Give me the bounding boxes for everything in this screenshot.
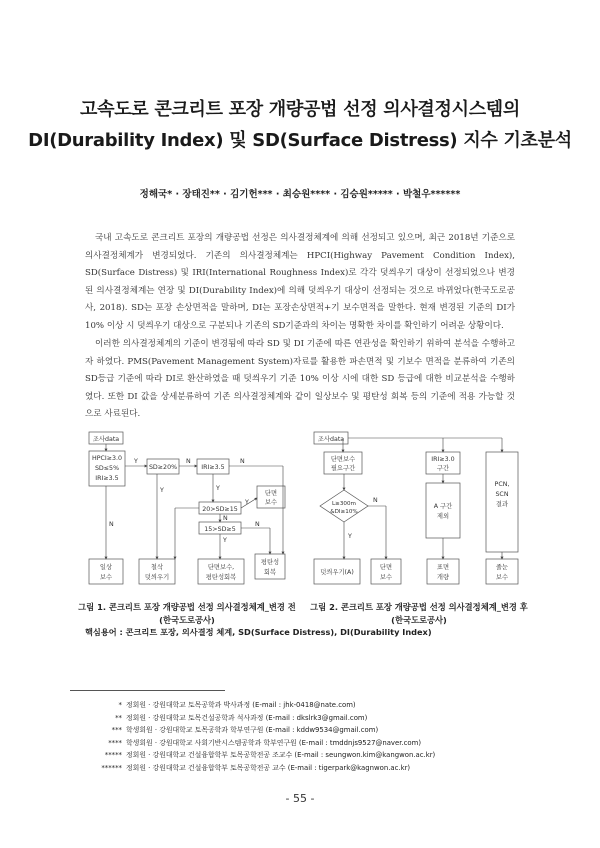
fig2-out4-text-1: 줄눈 — [495, 564, 509, 571]
author-list: 정해국* · 장태진** · 김기헌*** · 최승원**** · 김승원***** · 박철우****** — [139, 189, 461, 200]
fig2-out3-text-1: 표면 — [436, 564, 450, 571]
fig2-exclude-box — [426, 483, 460, 538]
fig2-out3-text-2: 개량 — [436, 574, 450, 581]
fig1-label-n: N — [240, 458, 245, 465]
footnote — [70, 712, 530, 725]
fig2-segment-text-2: 필요구간 — [330, 465, 356, 472]
fig2-iri-text-2: 구간 — [436, 465, 450, 472]
footnote-list — [70, 699, 530, 775]
figure-2-flowchart — [310, 428, 522, 593]
footnote-text: 정회원 · 강원대학교 토목공학과 박사과정 (E-mail : jhk-0418@nate.com) — [126, 701, 356, 709]
fig1-out4-text-1: 평탄성 — [260, 559, 280, 566]
fig1-label-n: N — [186, 458, 191, 465]
footnote-mark: ** — [115, 713, 122, 722]
fig1-sd155-text: 15>SD≥5 — [204, 526, 236, 533]
fig1-out2-text-2: 덧씌우기 — [144, 574, 170, 581]
footnote — [70, 737, 530, 750]
fig1-sd2015-text: 20>SD≥15 — [202, 506, 238, 513]
paragraph-1: 국내 고속도로 콘크리트 포장의 개량공법 선정은 의사결정체계에 의해 선정되고 있으며, 최근 2018년 기준으로 의사결정체계가 변경되었다. 기존의 의사결정체계는 HPCI(Highway Pavement Condition Index), SD(Surface Distress) 및 IRI(International Roughness Index)로 각각 덧씌우기 대상이 선정되었으나 변경된 의사결정체계는 연장 및 DI(Durability Index)에 의해 덧씌우기 대상이 선정되는 것으로 바뀌었다(한국도로공사, 2018). SD는 포장 손상면적을 말하며, DI는 포장손상면적+기 보수면적을 말한다. 현재 변경된 기준의 DI가 10% 이상 시 덧씌우기 대상으로 구분되나 기존의 SD기준과의 차이는 명확한 차이를 확인하기 어려운 상황이다. — [85, 233, 515, 331]
fig1-label-y: Y — [245, 499, 249, 506]
paper-title-line1: 고속도로 콘크리트 포장 개량공법 선정 의사결정시스템의 — [80, 99, 520, 120]
figure-2-caption-line2: (한국도로공사) — [391, 615, 447, 625]
fig1-out1-text-1: 일상 — [99, 564, 113, 571]
footnote-text: 정회원 · 강원대학교 건설융합학부 토목공학전공 조교수 (E-mail : seungwon.kim@kangwon.ac.kr) — [126, 751, 436, 760]
figure-1-caption — [64, 601, 310, 627]
footnote-divider — [70, 690, 225, 691]
fig2-segment-text-1: 단면보수 — [330, 456, 356, 463]
fig1-label-y: Y — [216, 485, 220, 492]
fig2-pcn-text-1: PCN, — [494, 481, 510, 488]
footnote — [70, 699, 530, 712]
keywords: 핵심용어 : 콘크리트 포장, 의사결정 체계, SD(Surface Distress), DI(Durability Index) — [85, 627, 432, 637]
fig2-decision-text-1: L≥300m — [332, 501, 356, 507]
page-number: - 55 - — [285, 792, 315, 805]
fig1-out2-text-1: 철삭 — [150, 564, 164, 571]
fig1-out3-text-1: 단면보수, — [207, 564, 235, 571]
fig1-survey-text: 조사data — [92, 436, 120, 443]
fig1-label-n: N — [255, 521, 260, 528]
figure-1-caption-line1: 그림 1. 콘크리트 포장 개량공법 선정 의사결정체계_변경 전 — [78, 602, 296, 612]
footnote-mark: * — [118, 701, 122, 709]
footnote-text: 학생회원 · 강원대학교 토목공학과 학부연구원 (E-mail : kddw9534@gmail.com) — [126, 726, 379, 735]
footnote — [70, 749, 530, 762]
paper-title-line2: DI(Durability Index) 및 SD(Surface Distress) 지수 기초분석 — [28, 130, 572, 151]
fig2-pcn-text-3: 결과 — [495, 501, 509, 508]
footnote-mark: **** — [108, 738, 122, 747]
footnote-mark: ***** — [104, 751, 122, 760]
fig1-hpci-text-3: IRI≥3.5 — [95, 475, 119, 482]
figure-1-flowchart — [85, 428, 290, 593]
fig2-iri-text-1: IRI≥3.0 — [431, 456, 455, 463]
fig2-decision-text-2: &DI≥10% — [330, 509, 358, 515]
figure-1-caption-line2: (한국도로공사) — [159, 615, 215, 625]
footnote-mark: ****** — [101, 763, 122, 772]
footnote-text: 정회원 · 강원대학교 건설융합학부 토목공학전공 교수 (E-mail : tigerpark@kagnwon.ac.kr) — [126, 763, 411, 772]
fig1-out3-text-2: 평탄성회복 — [205, 574, 237, 581]
fig1-partial-text-1: 단면 — [264, 490, 278, 497]
paragraph-2: 이러한 의사결정체계의 기준이 변경됨에 따라 SD 및 DI 기준에 따른 연관성을 확인하기 위하여 분석을 수행하고자 하였다. PMS(Pavement Management System)자료를 활용한 파손면적 및 기보수 면적을 분류하여 기존의 SD등급 기준에 따라 DI로 환산하였을 때 덧씌우기 기준 10% 이상 시에 대한 SD 등급에 대한 비교분석을 수행하였다. 또한 DI 값을 상세분류하여 기존 의사결정체계와 같이 일상보수 및 평탄성 회복 등의 기준에 적용 가능할 것으로 사료된다. — [85, 339, 515, 420]
fig1-label-y: Y — [223, 537, 227, 544]
footnote-text: 정회원 · 강원대학교 토목건설공학과 석사과정 (E-mail : dkslrk3@gmail.com) — [126, 713, 368, 722]
fig1-label-n: N — [109, 521, 114, 528]
fig2-out2-text-2: 보수 — [379, 574, 393, 581]
figure-2-caption — [296, 601, 542, 627]
footnote — [70, 724, 530, 737]
fig1-out4-text-2: 회복 — [263, 569, 277, 576]
figure-2-caption-line1: 그림 2. 콘크리트 포장 개량공법 선정 의사결정체계_변경 후 — [310, 602, 528, 612]
fig2-out2-text-1: 단면 — [379, 564, 393, 571]
fig2-pcn-text-2: SCN — [495, 491, 509, 498]
fig1-hpci-text-2: SD≤5% — [94, 465, 120, 472]
fig2-label-y: Y — [348, 533, 352, 540]
fig1-out1-text-2: 보수 — [99, 574, 113, 581]
footnote — [70, 762, 530, 775]
fig2-exclude-text-2: 제외 — [436, 513, 450, 520]
footnote-text: 학생회원 · 강원대학교 사회기반시스템공학과 학부연구원 (E-mail : tmddnjs9527@naver.com) — [126, 738, 422, 747]
fig1-sd20-text: SD≥20% — [148, 464, 178, 471]
fig1-label-n: N — [223, 515, 228, 522]
fig2-exclude-text-1: A 구간 — [433, 503, 453, 510]
fig2-label-n: N — [373, 497, 378, 504]
fig1-hpci-text-1: HPCI≥3.0 — [91, 455, 123, 462]
footnote-mark: *** — [111, 726, 122, 735]
fig1-label-y: Y — [134, 458, 138, 465]
fig1-label-y: Y — [160, 487, 164, 494]
fig1-iri-text: IRI≥3.5 — [201, 464, 225, 471]
fig2-out1-text: 덧씌우기(A) — [320, 569, 354, 576]
fig2-survey-text: 조사data — [317, 436, 345, 443]
fig1-partial-text-2: 보수 — [264, 499, 278, 506]
fig2-out4-text-2: 보수 — [495, 574, 509, 581]
